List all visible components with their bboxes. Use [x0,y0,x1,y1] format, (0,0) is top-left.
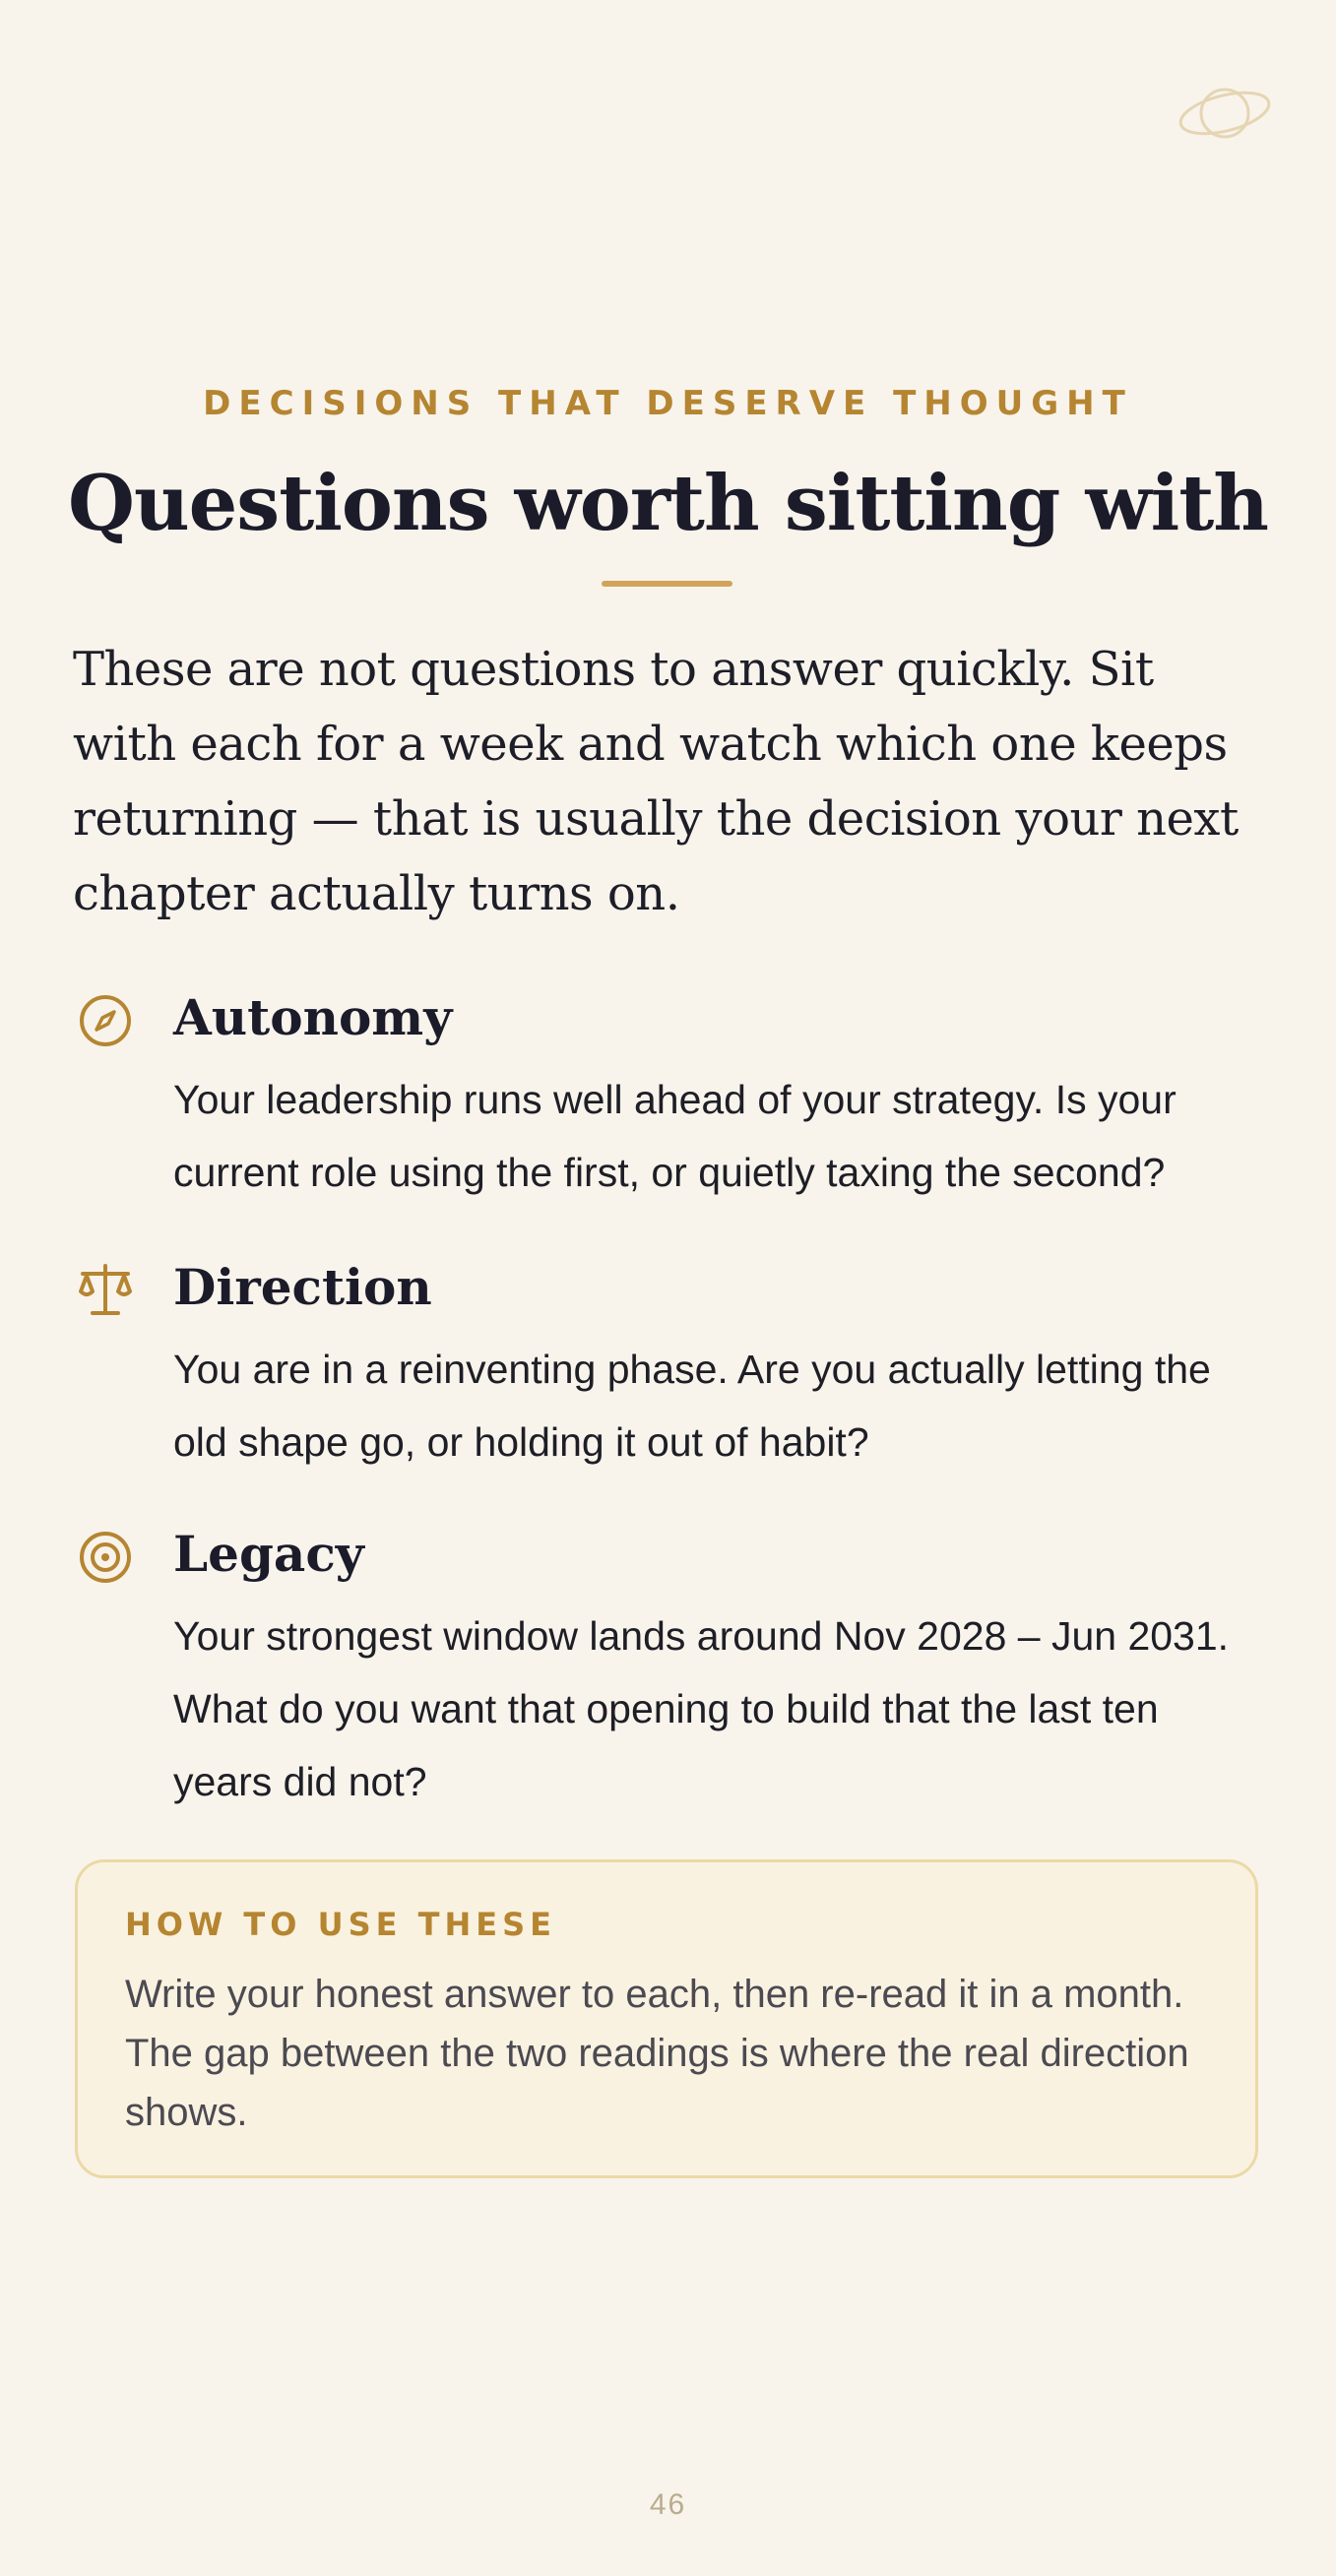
question-text: Your leadership runs well ahead of your strategy. Is your current role using the first, or quietly taxing the second? [173,1077,1177,1195]
question-text: You are in a reinventing phase. Are you actually letting the old shape go, or holding it out of habit? [173,1347,1211,1465]
intro-paragraph: These are not questions to answer quickly. Sit with each for a week and watch which one keeps returning — that is usually the decision your next chapter actually turns on. [73,642,1239,921]
planet-icon [1174,81,1276,146]
page-title: Questions worth sitting with [68,459,1268,548]
question-title: Direction [173,1258,432,1316]
question-title: Legacy [173,1525,364,1583]
how-to-use-callout [75,1859,1258,2178]
callout-text: Write your honest answer to each, then re-read it in a month. The gap between the two readings is where the real direction shows. [125,1973,1189,2134]
question-text: Your strongest window lands around Nov 2028 – Jun 2031. What do you want that opening to build that the last ten years did not? [173,1613,1230,1804]
target-icon [77,1529,134,1586]
scales-icon [77,1262,134,1319]
title-divider [602,581,732,587]
section-eyebrow: DECISIONS THAT DESERVE THOUGHT [203,384,1133,423]
question-title: Autonomy [173,988,453,1046]
callout-label: HOW TO USE THESE [125,1906,556,1943]
compass-icon [77,992,134,1049]
page-number: 46 [649,2488,687,2521]
